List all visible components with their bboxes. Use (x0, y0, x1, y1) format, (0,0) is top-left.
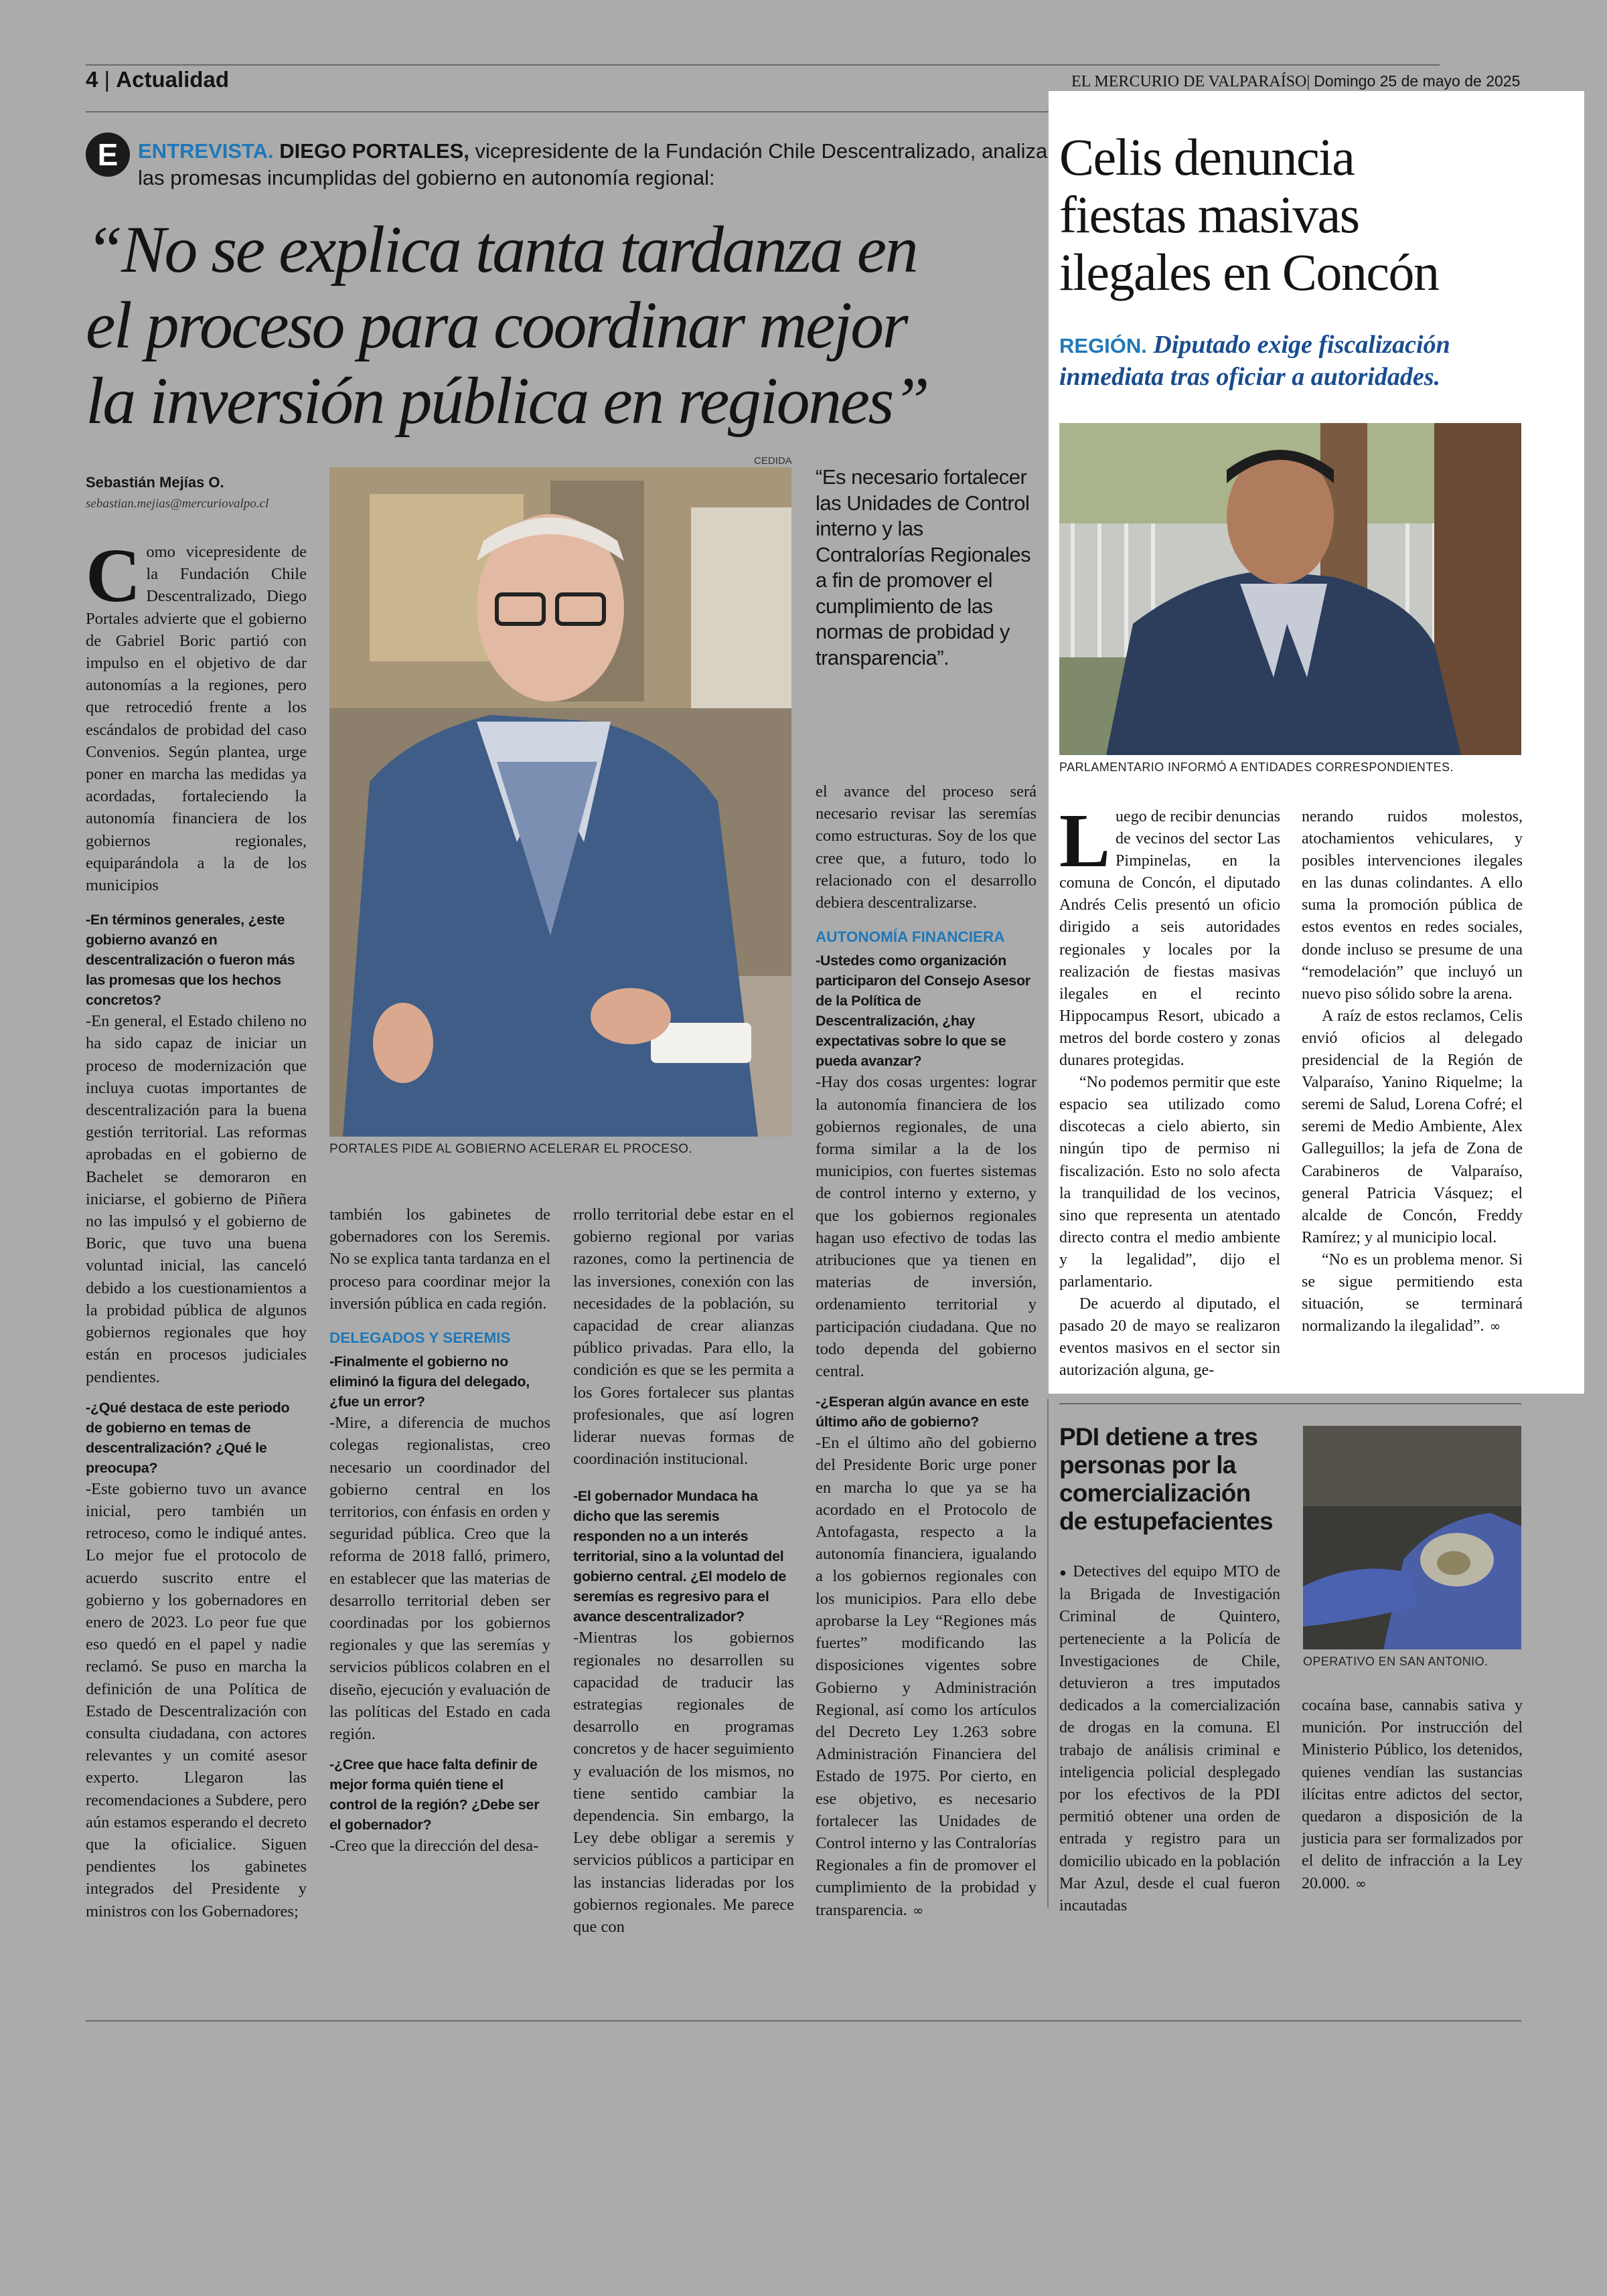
answer-1: -En general, el Estado chileno no ha sido capaz de iniciar un proceso de modernización que incluya cuotas importantes de descentralización para la buena gestión territorial. Las reformas aprobadas en el gobierno de Bachelet se demoraron en iniciarse, el gobierno de Piñera no las impulsó y el gobierno de Boric, que tuvo una buena voluntad inicial, las canceló debido a los cuestionamientos a la probidad pública de algunos gobiernos regionales que hoy están en procesos judiciales pendientes. (86, 1012, 307, 1386)
pdi-headline-line-1: PDI detiene a tres (1059, 1423, 1258, 1451)
publication-name: EL MERCURIO DE VALPARAÍSO (1071, 73, 1307, 90)
portales-photo-caption: PORTALES PIDE AL GOBIERNO ACELERAR EL PROCESO. (329, 1142, 693, 1156)
end-mark-icon: ∞ (912, 1902, 924, 1918)
question-3: -Finalmente el gobierno no eliminó la figura del delegado, ¿fue un error? (329, 1354, 530, 1410)
pdi-photo (1303, 1426, 1521, 1649)
bottom-rule (86, 2020, 1521, 2022)
answer-6: -Hay dos cosas urgentes: lograr la autonomía financiera de los gobiernos regionales, de una forma similar a la de los municipios, con fuertes sistemas de control interno y externo, y que los gobiernos regionales hagan uso efectivo de todas las atribuciones que ya tienen en materias de inversión, ordenamiento territorial y participación ciudadana. Que no todo dependa del gobierno central. (816, 1073, 1037, 1381)
section-name: Actualidad (116, 67, 229, 92)
answer-2: -Este gobierno tuvo un avance inicial, pero también un retroceso, como le indiqué antes. Lo mejor fue el protocolo de acuerdo suscrito entre el gobierno y los gobernadores en enero de 2023. Lo peor fue que eso quedó en el papel y nadie reclamó. Se puso en marcha la definición de una Política de Estado de Descentralización con consulta ciudadana, con actores relevantes y un comité asesor experto. Llegaron las recomendaciones a Subdere, pero aún estamos esperando el decreto que la oficialice. Siguen pendientes los gabinetes integrados del Presidente y ministros con los Gobernadores; (86, 1479, 307, 1920)
col2-text: también los gabinetes de gobernadores con los Seremis. No se explica tanta tardanza en el proceso para coordinar mejor la inversión pública en cada región. (329, 1206, 550, 1313)
celis-col2-p3: “No es un problema menor. Si se sigue permitiendo esta situación, se terminará normalizando la ilegalidad”. (1302, 1250, 1523, 1335)
celis-column-1 (1059, 798, 1280, 1395)
column-divider (1047, 1399, 1049, 1908)
pdi-headline-line-3: comercialización (1059, 1479, 1251, 1507)
interview-headline (86, 212, 1063, 438)
interview-kicker (138, 138, 1048, 191)
answer-7: -En el último año del gobierno del Presidente Boric urge poner en marcha lo que ya se ha acordado en el Protocolo de Antofagasta, respecto a la autonomía financiera, igualando a los gobiernos regionales con los municipios. Para ello debe aprobarse la Ley “Regiones más fuertes” modificando las disposiciones vigentes sobre Gobierno y Administración Regional, así como los artículos del Decreto Ley 1.263 sobre Administración Financiera del Estado de 1975. Por cierto, en ese objetivo, es necesario fortalecer las Unidades de Control interno y las Contralorías Regionales a fin de promover el cumplimiento de la probidad y transparencia. (816, 1434, 1037, 1919)
section-autonomia: AUTONOMÍA FINANCIERA (816, 928, 1005, 946)
interview-column-2 (329, 1204, 550, 1906)
interview-badge: E (86, 133, 130, 177)
issue-date: Domingo 25 de mayo de 2025 (1314, 72, 1521, 90)
kicker-subject: DIEGO PORTALES, (279, 139, 469, 163)
byline-email: sebastian.mejias@mercuriovalpo.cl (86, 497, 269, 511)
header-rule (86, 111, 1050, 112)
pdi-end-mark-icon: ∞ (1355, 1875, 1367, 1892)
celis-headline-line-2: fiestas masivas (1059, 185, 1359, 244)
celis-col2-p1: nerando ruidos molestos, atochamientos vehiculares, y posibles intervenciones ilegales en las dunas colindantes. A ello suma la promoción pública de estos eventos en redes sociales, donde incluso se presume de una “remodelación” que incluyó un nuevo piso sólido sobre la arena. (1302, 808, 1523, 1003)
celis-col2-p2: A raíz de estos reclamos, Celis envió oficios al delegado presidencial de la Región de Valparaíso, Yanino Riquelme; la seremi de Salud, Lorena Cofré; el seremi de Medio Ambiente, Alex Galleguillos; la jefa de Zona de Carabineros de Valparaíso, general Patricia Vásquez; el alcalde de Concón, Freddy Ramírez; y al municipio local. (1302, 1007, 1523, 1246)
answer-4: -Creo que la dirección del desa- (329, 1837, 539, 1856)
answer-5: -Mientras los gobiernos regionales no desarrollen su capacidad de traducir las estrategias regionales de desarrollo en programas concretos y de hacer seguimiento y evaluación de los mismos, no tiene sentido cambiar la dependencia. Sin embargo, la Ley debe obligar a seremis y servicios públicos a participar en las instancias lideradas por los gobiernos regionales. Me parece que con (573, 1629, 794, 1937)
celis-headline-line-3: ilegales en Concón (1059, 243, 1439, 301)
pdi-headline (1059, 1423, 1300, 1536)
page-folio: 4 | Actualidad (86, 67, 229, 92)
celis-photo-caption: PARLAMENTARIO INFORMÓ A ENTIDADES CORRESPONDIENTES. (1059, 760, 1454, 774)
answer-3: -Mire, a diferencia de muchos colegas regionalistas, creo necesario un coordinador del gobierno central en los territorios, con énfasis en orden y seguridad pública. Creo que la reforma de 2018 falló, primero, en establecer que las materias de desarrollo territorial deben ser coordinadas por los gobiernos regionales y que las seremías y servicios públicos colabren en el diseño, ejecución y evaluación de las políticas del Estado en cada región. (329, 1414, 550, 1744)
celis-column-2 (1302, 806, 1523, 1395)
col3-text: rrollo territorial debe estar en el gobierno regional por varias razones, como la pertinencia de las inversiones, conexión con las necesidades de la población, su capacidad de crear alianzas público privadas. Para ello, la condición es que se les permita a los Gores fortalecer sus plantas profesionales, que así logren liderar nuevas formas de coordinación institucional. (573, 1206, 794, 1469)
question-2: -¿Qué destaca de este periodo de gobierno en temas de descentralización? ¿Qué le preocupa? (86, 1399, 290, 1476)
celis-end-mark-icon: ∞ (1489, 1318, 1501, 1335)
celis-headline (1059, 129, 1568, 301)
celis-col1-p2: “No podemos permitir que este espacio sea utilizado como discotecas a cielo abierto, sin ningún tipo de permiso ni fiscalización. Esto no solo afecta la tranquilidad de los vecinos, sino que representa un atentado directo contra el medio ambiente y la legalidad”, dijo el parlamentario. (1059, 1074, 1280, 1291)
interview-column-4 (816, 781, 1037, 1919)
celis-col1-p1: uego de recibir denuncias de vecinos del sector Las Pimpinelas, en la comuna de Concón, el diputado Andrés Celis presentó un oficio dirigido a seis autoridades regionales y locales por la realización de fiestas masivas ilegales en el recinto Hippocampus Resort, ubicado a metros del borde costero y zonas dunares protegidas. (1059, 808, 1280, 1070)
celis-col1-p3: De acuerdo al diputado, el pasado 20 de mayo se realizaron eventos masivos en el sector sin autorización alguna, ge- (1059, 1295, 1280, 1380)
celis-deck-line-2: inmediata tras oficiar a autoridades. (1059, 363, 1440, 391)
kicker-line2: las promesas incumplidas del gobierno en autonomía regional: (138, 166, 715, 189)
celis-photo (1059, 423, 1521, 755)
celis-drop-cap: L (1059, 798, 1111, 883)
byline-name: Sebastián Mejías O. (86, 474, 224, 491)
kicker-label: ENTREVISTA. (138, 139, 274, 163)
interview-intro: omo vicepresidente de la Fundación Chile Descentralizado, Diego Portales advierte que el gobierno de Gabriel Boric partió con impulso en el objetivo de dar autonomías a la regiones, pero que retrocedió frente a los escándalos de probidad del caso Convenios. Según plantea, urge poner en marcha las medidas ya acordadas, fortaleciendo la autonomía financiera de los gobiernos regionales, equiparándola a la de los municipios (86, 543, 307, 895)
page-number: 4 (86, 67, 98, 92)
pdi-headline-line-4: de estupefacientes (1059, 1507, 1273, 1535)
interview-column-1 (86, 533, 307, 1920)
masthead-line: EL MERCURIO DE VALPARAÍSO| Domingo 25 de mayo de 2025 (1071, 72, 1521, 90)
headline-line-3: la inversión pública en regiones” (86, 363, 929, 438)
celis-kicker: REGIÓN. (1059, 334, 1147, 357)
pdi-column-2 (1302, 1695, 1523, 1909)
section-delegados: DELEGADOS Y SEREMIS (329, 1329, 511, 1347)
pdi-photo-caption: OPERATIVO EN SAN ANTONIO. (1303, 1655, 1488, 1668)
celis-deck (1059, 329, 1568, 392)
kicker-rest: vicepresidente de la Fundación Chile Descentralizado, analiza (475, 139, 1048, 163)
question-4: -¿Cree que hace falta definir de mejor forma quién tiene el control de la región? ¿Debe ser el gobernador? (329, 1756, 540, 1833)
photo-credit: CEDIDA (754, 455, 792, 467)
col4-text: el avance del proceso será necesario revisar las seremías como estructuras. Soy de los que cree que, a futuro, todo lo relacionado con el desarrollo debiera descentralizarse. (816, 783, 1037, 912)
question-7: -¿Esperan algún avance en este último año de gobierno? (816, 1394, 1029, 1430)
pdi-col1: Detectives del equipo MTO de la Brigada de Investigación Criminal de Quintero, perteneciente a la Policía de Investigaciones de Chile, detuvieron a tres imputados dedicados a la comercialización de drogas en la comuna. El trabajo de análisis criminal e inteligencia policial desplegado por los efectivos de la PDI permitió obtener una orden de entrada y registro para un domicilio ubicado en la población Mar Azul, desde el cual fueron incautadas (1059, 1563, 1280, 1915)
celis-deck-line-1: Diputado exige fiscalización (1153, 331, 1450, 359)
celis-headline-line-1: Celis denuncia (1059, 128, 1355, 186)
portales-photo (329, 467, 791, 1137)
pull-quote: “Es necesario fortalecer las Unidades de Control interno y las Contralorías Regionales a fin de promover el cumplimiento de las normas de probidad y transparencia”. (816, 465, 1031, 669)
headline-line-2: el proceso para coordinar mejor (86, 288, 907, 362)
question-5: -El gobernador Mundaca ha dicho que las seremis responden no a un interés territorial, sino a la voluntad del gobierno central. ¿El modelo de seremías es regresivo para el avance descentralizador? (573, 1488, 787, 1625)
pdi-col2: cocaína base, cannabis sativa y munición. Por instrucción del Ministerio Público, los detenidos, quienes vendían las sustancias ilícitas entre adictos del sector, quedaron a disposición de la justicia para ser formalizados por el delito de infracción a la Ley 20.000. (1302, 1697, 1523, 1892)
question-1: -En términos generales, ¿este gobierno avanzó en descentralización o fueron más las promesas que los hechos concretos? (86, 912, 295, 1009)
top-rule (86, 64, 1440, 66)
drop-cap: C (86, 533, 141, 618)
bullet-icon: ● (1059, 1566, 1069, 1579)
headline-line-1: “No se explica tanta tardanza en (86, 212, 917, 286)
pdi-column-1 (1059, 1561, 1280, 1915)
pdi-headline-line-2: personas por la (1059, 1451, 1236, 1479)
pdi-top-rule (1059, 1403, 1521, 1404)
question-6: -Ustedes como organización participaron del Consejo Asesor de la Política de Descentralización, ¿hay expectativas sobre lo que se pueda avanzar? (816, 953, 1030, 1070)
interview-column-3 (573, 1204, 794, 1937)
